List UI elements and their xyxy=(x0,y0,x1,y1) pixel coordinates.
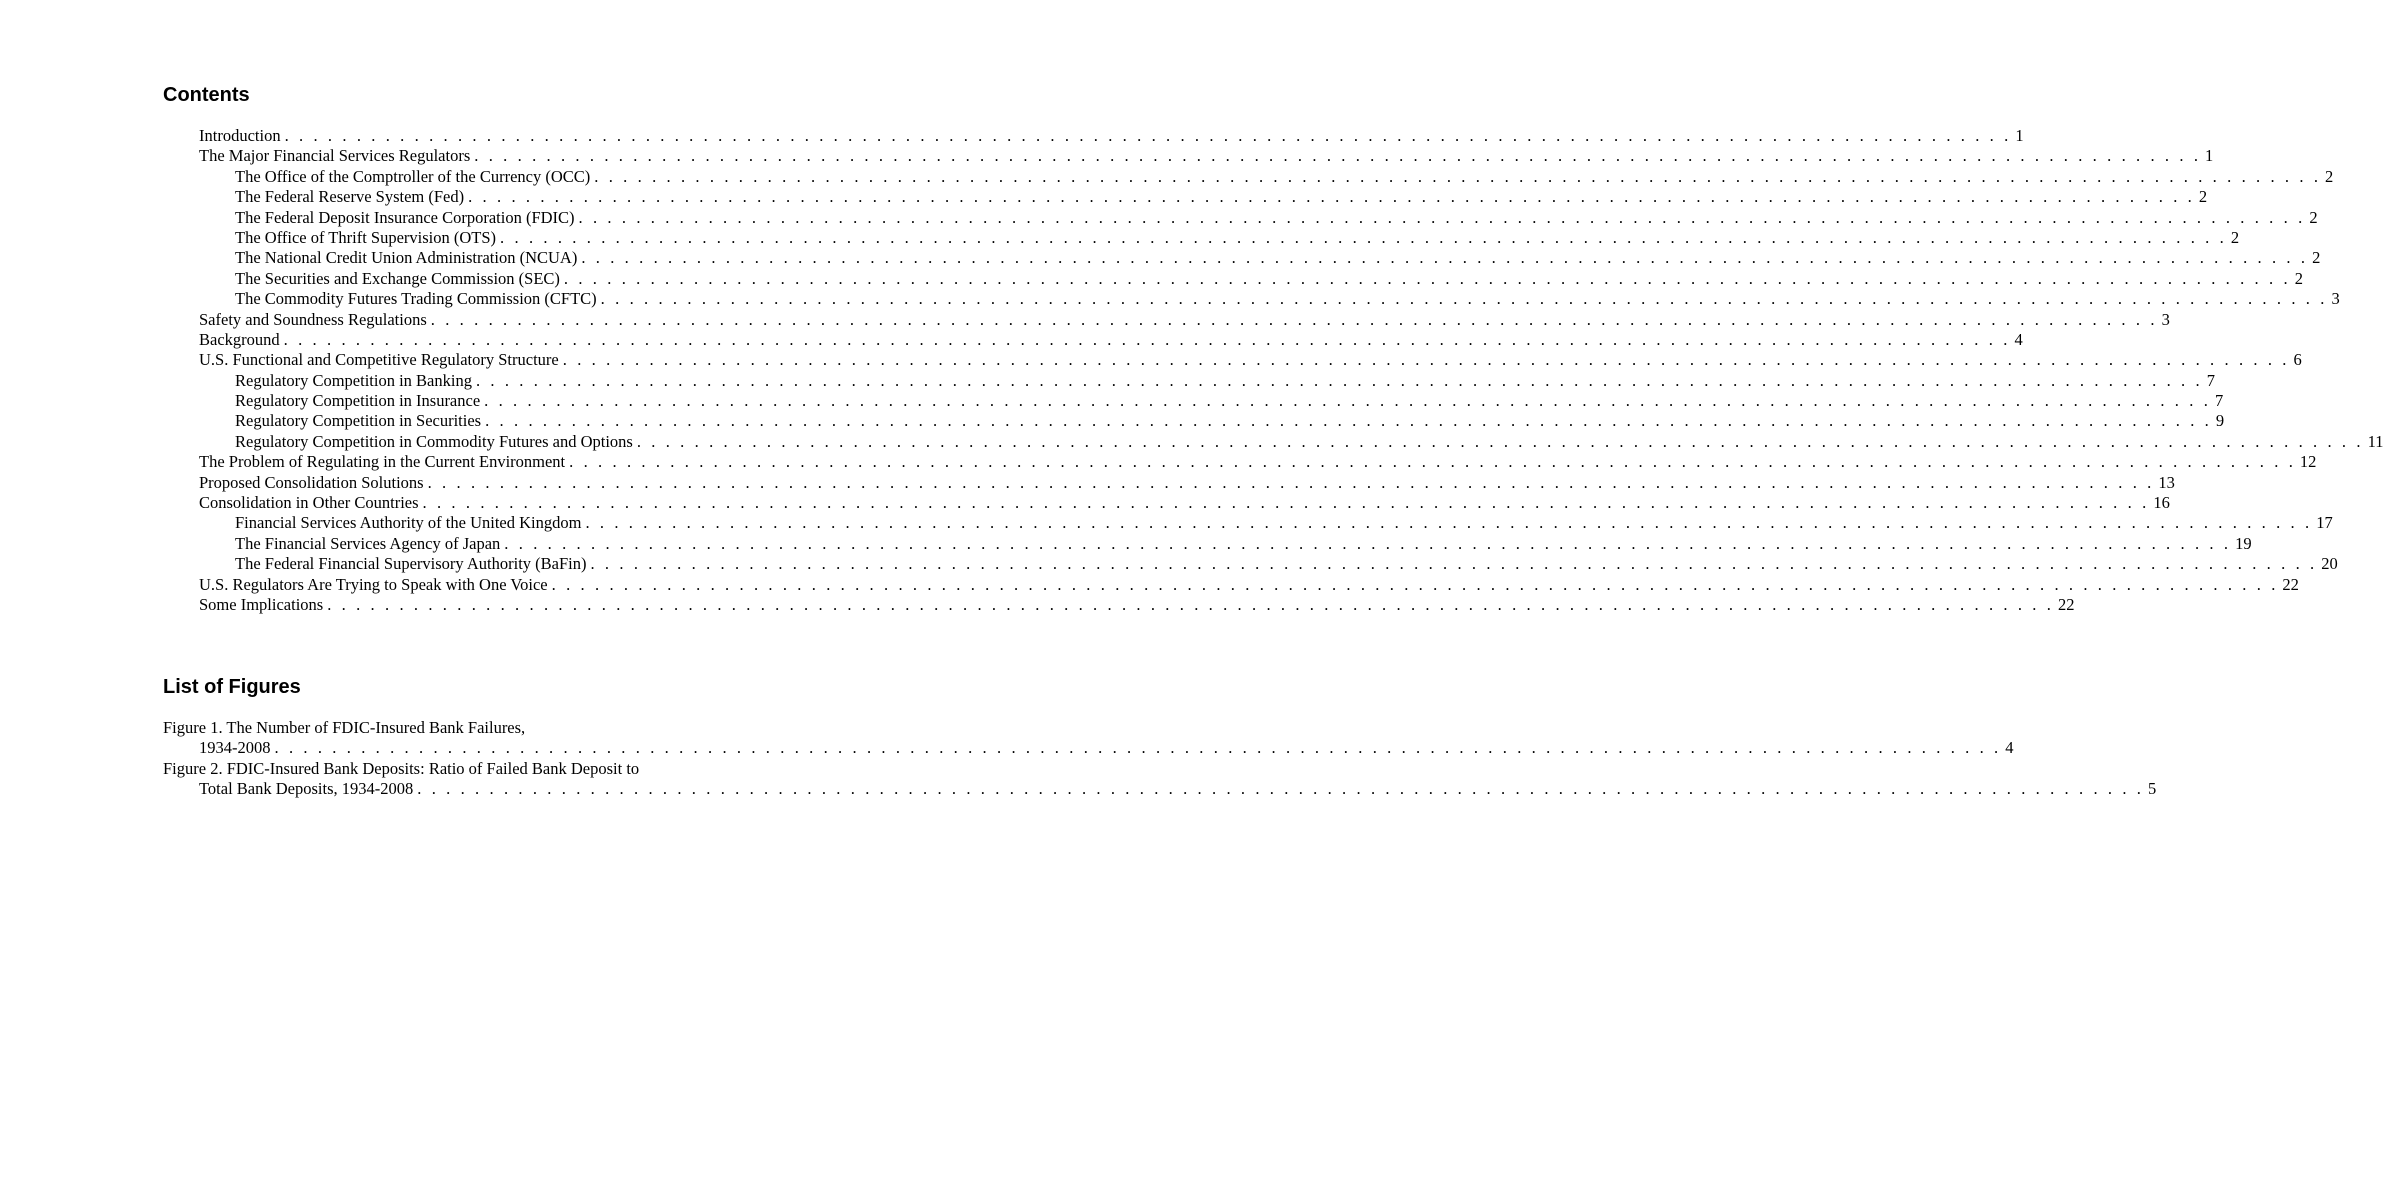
toc-entry-label: Consolidation in Other Countries xyxy=(199,493,419,513)
toc-entry-label: Safety and Soundness Regulations xyxy=(199,309,427,329)
figure-entry-caption: Figure 2. FDIC-Insured Bank Deposits: Ratio of Failed Bank Deposit to xyxy=(163,758,640,778)
dot-leader: . . . . . . . . . . . . . . . . . . . . . . . . . . . . . . . . . . . . . . . . . . . . . . . . . . . . . . . . . . . . . . . . . . . . . . . . . . . . . . . . . . . . . . . . . . . . . . . . . . . . . . . . . . . . . . . . . . . . . . . . xyxy=(500,227,2227,247)
toc-entry[interactable] xyxy=(199,309,2170,330)
toc-entry-page-number: 16 xyxy=(2153,493,2170,513)
toc-entry-page-number: 3 xyxy=(2331,289,2340,309)
toc-entry-page-number: 12 xyxy=(2299,452,2317,472)
toc-entry-label: The Problem of Regulating in the Current Environment xyxy=(199,452,566,472)
toc-entry-label: Proposed Consolidation Solutions xyxy=(199,472,424,492)
toc-entry-label: The National Credit Union Administration (NCUA) xyxy=(235,248,578,268)
toc-entry-page-number: 22 xyxy=(2057,594,2075,614)
dot-leader: . . . . . . . . . . . . . . . . . . . . . . . . . . . . . . . . . . . . . . . . . . . . . . . . . . . . . . . . . . . . . . . . . . . . . . . . . . . . . . . . . . . . . . . . . . . . . . . . . . . . . . . . . . . . . . . . . . . . . . . . xyxy=(504,533,2232,553)
figure-entry-page-number: 5 xyxy=(2148,779,2157,799)
toc-entry-page-number: 22 xyxy=(2282,574,2299,594)
dot-leader: . . . . . . . . . . . . . . . . . . . . . . . . . . . . . . . . . . . . . . . . . . . . . . . . . . . . . . . . . . . . . . . . . . . . . . . . . . . . . . . . . . . . . . . . . . . . . . . . . . . . . . . . . . . . . . . . . . . . . . . . xyxy=(283,329,2011,349)
toc-entry-label: The Office of the Comptroller of the Currency (OCC) xyxy=(235,166,591,186)
toc-entry-label: The Financial Services Agency of Japan xyxy=(235,533,501,553)
dot-leader: . . . . . . . . . . . . . . . . . . . . . . . . . . . . . . . . . . . . . . . . . . . . . . . . . . . . . . . . . . . . . . . . . . . . . . . . . . . . . . . . . . . . . . . . . . . . . . . . . . . . . . . . . . . . . . . . . . . . . . . . xyxy=(475,370,2203,390)
list-of-figures-heading: List of Figures xyxy=(163,676,301,698)
dot-leader: . . . . . . . . . . . . . . . . . . . . . . . . . . . . . . . . . . . . . . . . . . . . . . . . . . . . . . . . . . . . . . . . . . . . . . . . . . . . . . . . . . . . . . . . . . . . . . . . . . . . . . . . . . . . . . . . . . . . . . . . xyxy=(585,513,2313,533)
toc-entry-page-number: 9 xyxy=(2215,411,2225,431)
toc-entry[interactable] xyxy=(199,493,2170,513)
toc-entry-label: The Major Financial Services Regulators xyxy=(199,146,471,166)
toc-entry-label: U.S. Regulators Are Trying to Speak with One Voice xyxy=(199,574,548,594)
dot-leader: . . . . . . . . . . . . . . . . . . . . . . . . . . . . . . . . . . . . . . . . . . . . . . . . . . . . . . . . . . . . . . . . . . . . . . . . . . . . . . . . . . . . . . . . . . . . . . . . . . . . . . . . . . . . . . . . . . . . . . . . xyxy=(327,594,2054,614)
toc-entry-label: Regulatory Competition in Insurance xyxy=(235,391,481,411)
dot-leader: . . . . . . . . . . . . . . . . . . . . . . . . . . . . . . . . . . . . . . . . . . . . . . . . . . . . . . . . . . . . . . . . . . . . . . . . . . . . . . . . . . . . . . . . . . . . . . . . . . . . . . . . . . . . . . . . . . . . . . . . xyxy=(563,268,2291,288)
toc-entry-label: Financial Services Authority of the United Kingdom xyxy=(235,513,582,533)
toc-entry-label: Background xyxy=(199,329,280,349)
toc-entry[interactable] xyxy=(199,166,2334,187)
dot-leader: . . . . . . . . . . . . . . . . . . . . . . . . . . . . . . . . . . . . . . . . . . . . . . . . . . . . . . . . . . . . . . . . . . . . . . . . . . . . . . . . . . . . . . . . . . . . . . . . . . . . . . . . . . . . . . . . . . . . . . . . xyxy=(590,554,2318,574)
toc-entry-page-number: 13 xyxy=(2158,472,2175,492)
dot-leader: . . . . . . . . . . . . . . . . . . . . . . . . . . . . . . . . . . . . . . . . . . . . . . . . . . . . . . . . . . . . . . . . . . . . . . . . . . . . . . . . . . . . . . . . . . . . . . . . . . . . . . . . . . . . . . . . . . . . . . . . xyxy=(427,472,2155,492)
dot-leader: . . . . . . . . . . . . . . . . . . . . . . . . . . . . . . . . . . . . . . . . . . . . . . . . . . . . . . . . . . . . . . . . . . . . . . . . . . . . . . . . . . . . . . . . . . . . . . . . . . . . . . . . . . . . . . . . . . . . . . . . xyxy=(274,738,2002,758)
dot-leader: . . . . . . . . . . . . . . . . . . . . . . . . . . . . . . . . . . . . . . . . . . . . . . . . . . . . . . . . . . . . . . . . . . . . . . . . . . . . . . . . . . . . . . . . . . . . . . . . . . . . . . . . . . . . . . . . . . . . . . . . xyxy=(594,166,2322,186)
dot-leader: . . . . . . . . . . . . . . . . . . . . . . . . . . . . . . . . . . . . . . . . . . . . . . . . . . . . . . . . . . . . . . . . . . . . . . . . . . . . . . . . . . . . . . . . . . . . . . . . . . . . . . . . . . . . . . . . . . . . . . . . xyxy=(578,207,2306,227)
toc-entry[interactable] xyxy=(199,452,2317,472)
dot-leader: . . . . . . . . . . . . . . . . . . . . . . . . . . . . . . . . . . . . . . . . . . . . . . . . . . . . . . . . . . . . . . . . . . . . . . . . . . . . . . . . . . . . . . . . . . . . . . . . . . . . . . . . . . . . . . . . . . . . . . . . xyxy=(485,411,2212,431)
dot-leader: . . . . . . . . . . . . . . . . . . . . . . . . . . . . . . . . . . . . . . . . . . . . . . . . . . . . . . . . . . . . . . . . . . . . . . . . . . . . . . . . . . . . . . . . . . . . . . . . . . . . . . . . . . . . . . . . . . . . . . . . xyxy=(636,431,2364,451)
list-of-figures xyxy=(163,718,2157,800)
toc-entry[interactable] xyxy=(199,329,2023,350)
toc-entry-label: The Securities and Exchange Commission (SEC) xyxy=(235,268,560,288)
toc-entry[interactable] xyxy=(199,431,2384,452)
toc-entry[interactable] xyxy=(199,472,2175,493)
toc-entry-page-number: 20 xyxy=(2321,554,2338,574)
toc-entry[interactable] xyxy=(199,391,2224,411)
toc-entry[interactable] xyxy=(199,289,2340,309)
dot-leader: . . . . . . . . . . . . . . . . . . . . . . . . . . . . . . . . . . . . . . . . . . . . . . . . . . . . . . . . . . . . . . . . . . . . . . . . . . . . . . . . . . . . . . . . . . . . . . . . . . . . . . . . . . . . . . . . . . . . . . . . xyxy=(551,574,2279,594)
toc-entry-label: Regulatory Competition in Banking xyxy=(235,370,472,390)
dot-leader: . . . . . . . . . . . . . . . . . . . . . . . . . . . . . . . . . . . . . . . . . . . . . . . . . . . . . . . . . . . . . . . . . . . . . . . . . . . . . . . . . . . . . . . . . . . . . . . . . . . . . . . . . . . . . . . . . . . . . . . . xyxy=(430,309,2158,329)
toc-entry[interactable] xyxy=(199,513,2333,533)
figure-entry-page-number: 4 xyxy=(2005,738,2014,758)
toc-entry-label: U.S. Functional and Competitive Regulatory Structure xyxy=(199,350,559,370)
toc-entry[interactable] xyxy=(199,574,2299,595)
dot-leader: . . . . . . . . . . . . . . . . . . . . . . . . . . . . . . . . . . . . . . . . . . . . . . . . . . . . . . . . . . . . . . . . . . . . . . . . . . . . . . . . . . . . . . . . . . . . . . . . . . . . . . . . . . . . . . . . . . . . . . . . xyxy=(284,126,2012,145)
toc-entry-label: Introduction xyxy=(199,126,281,145)
toc-entry[interactable] xyxy=(199,227,2240,248)
toc-entry-page-number: 1 xyxy=(2205,146,2214,166)
figure-entry-caption: Figure 1. The Number of FDIC-Insured Bank Failures, xyxy=(163,718,526,737)
contents-heading: Contents xyxy=(163,84,250,106)
figure-entry-continuation xyxy=(163,738,2014,758)
figure-entry[interactable] xyxy=(163,758,2157,800)
toc-entry-page-number: 2 xyxy=(2230,227,2240,247)
toc-entry[interactable] xyxy=(199,207,2318,228)
toc-entry-page-number: 1 xyxy=(2015,126,2024,145)
toc-entry[interactable] xyxy=(199,594,2075,615)
toc-entry-page-number: 2 xyxy=(2309,207,2318,227)
toc-entry-page-number: 2 xyxy=(2325,166,2334,186)
toc-entry[interactable] xyxy=(199,411,2225,431)
dot-leader: . . . . . . . . . . . . . . . . . . . . . . . . . . . . . . . . . . . . . . . . . . . . . . . . . . . . . . . . . . . . . . . . . . . . . . . . . . . . . . . . . . . . . . . . . . . . . . . . . . . . . . . . . . . . . . . . . . . . . . . . xyxy=(474,146,2202,166)
dot-leader: . . . . . . . . . . . . . . . . . . . . . . . . . . . . . . . . . . . . . . . . . . . . . . . . . . . . . . . . . . . . . . . . . . . . . . . . . . . . . . . . . . . . . . . . . . . . . . . . . . . . . . . . . . . . . . . . . . . . . . . . xyxy=(484,391,2211,411)
toc-entry[interactable] xyxy=(199,126,2024,146)
figure-entry-caption-continued: 1934-2008 xyxy=(199,738,271,758)
toc-entry-label: The Federal Reserve System (Fed) xyxy=(235,187,465,207)
toc-entry-page-number: 17 xyxy=(2316,513,2333,533)
toc-entry-page-number: 7 xyxy=(2206,370,2215,390)
toc-entry-page-number: 2 xyxy=(2294,268,2303,288)
toc-entry-page-number: 11 xyxy=(2367,431,2384,451)
toc-entry-label: Regulatory Competition in Securities xyxy=(235,411,482,431)
dot-leader: . . . . . . . . . . . . . . . . . . . . . . . . . . . . . . . . . . . . . . . . . . . . . . . . . . . . . . . . . . . . . . . . . . . . . . . . . . . . . . . . . . . . . . . . . . . . . . . . . . . . . . . . . . . . . . . . . . . . . . . . xyxy=(581,248,2309,268)
toc-entry[interactable] xyxy=(199,350,2302,370)
table-of-contents xyxy=(199,126,2384,615)
toc-entry[interactable] xyxy=(199,146,2214,166)
toc-entry[interactable] xyxy=(199,187,2208,207)
toc-entry[interactable] xyxy=(199,533,2252,554)
toc-entry-page-number: 6 xyxy=(2293,350,2302,370)
toc-entry-page-number: 3 xyxy=(2161,309,2170,329)
figure-entry[interactable] xyxy=(163,718,2014,759)
toc-entry-label: Regulatory Competition in Commodity Futures and Options xyxy=(235,431,633,451)
toc-entry-label: Some Implications xyxy=(199,594,324,614)
toc-entry-page-number: 4 xyxy=(2014,329,2023,349)
dot-leader: . . . . . . . . . . . . . . . . . . . . . . . . . . . . . . . . . . . . . . . . . . . . . . . . . . . . . . . . . . . . . . . . . . . . . . . . . . . . . . . . . . . . . . . . . . . . . . . . . . . . . . . . . . . . . . . . . . . . . . . . xyxy=(468,187,2195,207)
toc-entry[interactable] xyxy=(199,370,2215,391)
toc-entry[interactable] xyxy=(199,554,2338,574)
toc-entry-page-number: 7 xyxy=(2214,391,2224,411)
dot-leader: . . . . . . . . . . . . . . . . . . . . . . . . . . . . . . . . . . . . . . . . . . . . . . . . . . . . . . . . . . . . . . . . . . . . . . . . . . . . . . . . . . . . . . . . . . . . . . . . . . . . . . . . . . . . . . . . . . . . . . . . xyxy=(569,452,2296,472)
toc-entry[interactable] xyxy=(199,248,2321,268)
dot-leader: . . . . . . . . . . . . . . . . . . . . . . . . . . . . . . . . . . . . . . . . . . . . . . . . . . . . . . . . . . . . . . . . . . . . . . . . . . . . . . . . . . . . . . . . . . . . . . . . . . . . . . . . . . . . . . . . . . . . . . . . xyxy=(562,350,2290,370)
toc-entry-page-number: 2 xyxy=(2198,187,2208,207)
dot-leader: . . . . . . . . . . . . . . . . . . . . . . . . . . . . . . . . . . . . . . . . . . . . . . . . . . . . . . . . . . . . . . . . . . . . . . . . . . . . . . . . . . . . . . . . . . . . . . . . . . . . . . . . . . . . . . . . . . . . . . . . xyxy=(600,289,2328,309)
toc-entry-label: The Federal Financial Supervisory Authority (BaFin) xyxy=(235,554,587,574)
toc-entry-label: The Office of Thrift Supervision (OTS) xyxy=(235,227,497,247)
toc-entry-page-number: 19 xyxy=(2235,533,2252,553)
toc-entry[interactable] xyxy=(199,268,2303,289)
toc-entry-label: The Commodity Futures Trading Commission (CFTC) xyxy=(235,289,597,309)
toc-entry-page-number: 2 xyxy=(2312,248,2321,268)
toc-entry-label: The Federal Deposit Insurance Corporation (FDIC) xyxy=(235,207,575,227)
dot-leader: . . . . . . . . . . . . . . . . . . . . . . . . . . . . . . . . . . . . . . . . . . . . . . . . . . . . . . . . . . . . . . . . . . . . . . . . . . . . . . . . . . . . . . . . . . . . . . . . . . . . . . . . . . . . . . . . . . . . . . . . xyxy=(417,779,2145,799)
figure-entry-caption-continued: Total Bank Deposits, 1934-2008 xyxy=(199,779,414,799)
dot-leader: . . . . . . . . . . . . . . . . . . . . . . . . . . . . . . . . . . . . . . . . . . . . . . . . . . . . . . . . . . . . . . . . . . . . . . . . . . . . . . . . . . . . . . . . . . . . . . . . . . . . . . . . . . . . . . . . . . . . . . . . xyxy=(422,493,2150,513)
figure-entry-continuation xyxy=(163,779,2157,799)
